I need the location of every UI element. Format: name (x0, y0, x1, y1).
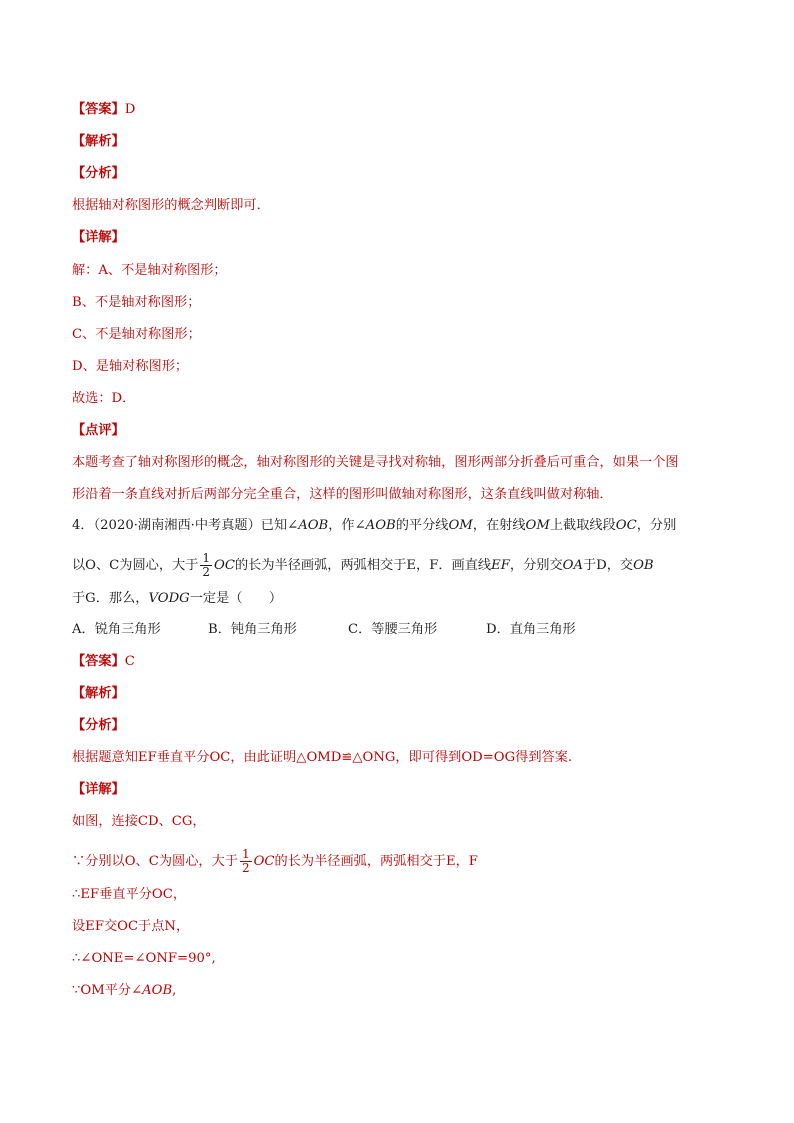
detail-line: 如图，连接CD、CG， (72, 814, 206, 829)
question4-line3 (72, 591, 282, 607)
question4-line1 (72, 518, 676, 534)
question4-line2 (72, 552, 654, 579)
comment-tag-1 (72, 423, 125, 439)
analysis-tag-2 (72, 686, 125, 702)
question4-options (72, 622, 576, 638)
fraction-half (240, 848, 252, 875)
fenxi-text-1: 根据轴对称图形的概念判断即可． (72, 198, 270, 213)
analysis-tag: 【解析】 (72, 686, 125, 701)
q4-text: 的平分线 (395, 518, 449, 533)
answer-line-2 (72, 654, 135, 670)
q4-text: ，分别 (636, 518, 677, 533)
option-a: A．锐角三角形 (72, 622, 161, 637)
detail-text: 的长为半径画弧，两弧相交于E，F (274, 854, 478, 869)
segment-om: OM (525, 518, 550, 533)
ray-oa: OA (562, 558, 583, 573)
line-ef: EF (491, 558, 510, 573)
detail-line-angle (72, 983, 176, 999)
segment-oc: OC (615, 518, 637, 533)
answer-value: C (124, 654, 135, 669)
answer-line-1 (72, 102, 135, 118)
comment-tag: 【点评】 (72, 423, 125, 438)
detail-text: ∵分别以O、C为圆心，大于 (72, 854, 238, 869)
q4-text: 上截取线段 (549, 518, 616, 533)
detail-line: D、是轴对称图形； (72, 359, 189, 374)
option-d: D．直角三角形 (486, 622, 576, 637)
detail-line: ∴∠ONE=∠ONF=90°, (72, 951, 216, 966)
detail-line-fraction (72, 848, 478, 875)
detail-line: 故选：D． (72, 391, 136, 406)
detail-text: ∵OM平分 (72, 983, 132, 998)
analysis-tag-1 (72, 134, 125, 150)
q4-text: 的长为半径画弧，两弧相交于E，F．画直线 (234, 558, 492, 573)
detail-tag: 【详解】 (72, 230, 125, 245)
q4-text: 于G．那么， (72, 591, 149, 606)
fraction-denominator: 2 (241, 861, 250, 875)
analysis-tag: 【解析】 (72, 134, 125, 149)
fenxi-tag-1 (72, 166, 125, 182)
detail-text: , (172, 983, 177, 998)
detail-line: 解：A、不是轴对称图形； (72, 263, 227, 278)
option-b: B．钝角三角形 (208, 622, 297, 637)
comment-line: 形沿着一条直线对折后两部分完全重合，这样的图形叫做轴对称图形，这条直线叫做对称轴． (72, 487, 613, 502)
option-c: C．等腰三角形 (348, 622, 438, 637)
detail-line: C、不是轴对称图形； (72, 327, 201, 342)
q4-text: 一定是（ ） (189, 591, 283, 606)
answer-value: D (124, 102, 136, 117)
fraction-denominator: 2 (202, 565, 211, 579)
detail-tag-1 (72, 230, 125, 246)
detail-tag: 【详解】 (72, 782, 125, 797)
angle-aob: ∠AOB (354, 518, 396, 533)
fenxi-tag: 【分析】 (72, 718, 125, 733)
detail-line: 设EF交OC于点N， (72, 919, 190, 934)
ray-ob: OB (633, 558, 654, 573)
q4-text: ，分别交 (509, 558, 563, 573)
segment-oc: OC (253, 854, 275, 869)
fraction-half (200, 552, 212, 579)
fraction-numerator: 1 (241, 847, 250, 861)
fenxi-tag: 【分析】 (72, 166, 125, 181)
detail-tag-2 (72, 782, 125, 798)
segment-om: OM (448, 518, 473, 533)
q4-text: 以O、C为圆心，大于 (72, 558, 199, 573)
answer-tag: 【答案】 (72, 654, 125, 669)
angle-aob: ∠AOB (131, 983, 173, 998)
detail-line: ∴EF垂直平分OC， (72, 887, 187, 902)
fraction-numerator: 1 (202, 551, 211, 565)
fenxi-text-2: 根据题意知EF垂直平分OC，由此证明△OMD≌△ONG，即可得到OD=OG得到答案. (72, 750, 573, 765)
q4-text: ，在射线 (472, 518, 526, 533)
fenxi-tag-2 (72, 718, 125, 734)
answer-tag: 【答案】 (72, 102, 125, 117)
angle-aob: ∠AOB (287, 518, 329, 533)
q4-text: 于D，交 (582, 558, 634, 573)
detail-line: B、不是轴对称图形； (72, 295, 201, 310)
q4-text: ，作 (328, 518, 355, 533)
triangle-odg: VODG (148, 591, 190, 606)
comment-line: 本题考查了轴对称图形的概念，轴对称图形的关键是寻找对称轴，图形两部分折叠后可重合，如果一个图 (72, 455, 679, 470)
segment-oc: OC (214, 558, 235, 573)
q4-text: 4．（2020·湖南湘西·中考真题）已知 (72, 518, 288, 533)
